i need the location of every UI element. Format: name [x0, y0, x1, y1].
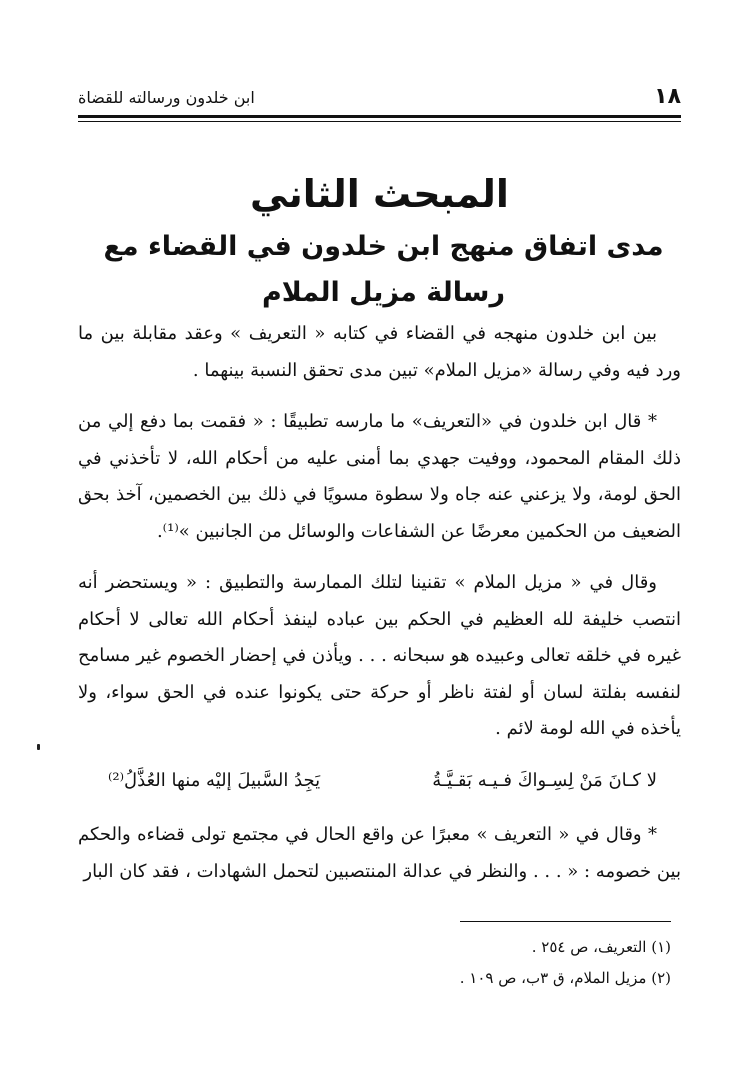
scan-speck	[37, 744, 40, 750]
verse-second-hemistich: يَجِدُ السَّبيلَ إليْه منها العُذَّلُ⁽²⁾	[108, 769, 321, 791]
body-text	[78, 316, 681, 905]
header-rule-thin	[78, 121, 681, 122]
header-rule-thick	[78, 115, 681, 118]
section-title: المبحث الثاني	[250, 172, 509, 216]
section-subtitle: مدى اتفاق منهج ابن خلدون في القضاء مع رسالة مزيل الملام	[103, 231, 664, 308]
paragraph-final: * وقال في « التعريف » معبرًا عن واقع الحال في مجتمع تولى قضاءه والحكم بين خصومه : « . . . والنظر في عدالة المنتصبين لتحمل الشهادات ، فقد كان البار	[78, 824, 681, 882]
footnotes	[78, 932, 671, 994]
page-number: ١٨	[654, 84, 681, 109]
footnote-1: (١) التعريف، ص ٢٥٤ .	[531, 938, 671, 956]
footnote-2: (٢) مزيل الملام، ق ٣ب، ص ١٠٩ .	[459, 969, 671, 987]
footnote-separator	[460, 921, 671, 922]
paragraph-tarif-quote: * قال ابن خلدون في «التعريف» ما مارسه تطبيقًا : « فقمت بما دفع إلي من ذلك المقام المحمود، ووفيت جهدي بما أمنى عليه من أحكام الله، لا تأخذني في الحق لومة، ولا يزعني عنه جاه ولا سطوة مسويًا في ذلك بين الخصمين، آخذ بحق الضعيف من الحكمين معرضًا عن الشفاعات والوسائل من الجانبين »⁽¹⁾.	[78, 411, 681, 542]
verse-first-hemistich: لا كـانَ مَنْ لِسِـواكَ فـيـه بَقـيَّـةُ	[432, 769, 657, 791]
paragraph-intro: بين ابن خلدون منهجه في القضاء في كتابه « التعريف » وعقد مقابلة بين ما ورد فيه وفي رسالة «مزيل الملام» تبين مدى تحقق النسبة بينهما .	[78, 323, 681, 381]
running-title: ابن خلدون ورسالته للقضاة	[78, 88, 255, 107]
poetry-verse	[78, 763, 681, 800]
paragraph-muzil-quote: وقال في « مزيل الملام » تقنينا لتلك الممارسة والتطبيق : « ويستحضر أنه انتصب خليفة لله العظيم في الحكم بين عباده لينفذ أحكام الله تعالى لا أحكام غيره في خلقه تعالى وعبيده هو سبحانه . . . ويأذن في إحضار الخصوم غير مسامح لنفسه بفلتة لسان أو لفتة ناظر أو حركة حتى يكونوا عنده في الحق سواء، ولا يأخذه في الله لومة لائم .	[78, 572, 682, 739]
page-header	[78, 82, 681, 116]
